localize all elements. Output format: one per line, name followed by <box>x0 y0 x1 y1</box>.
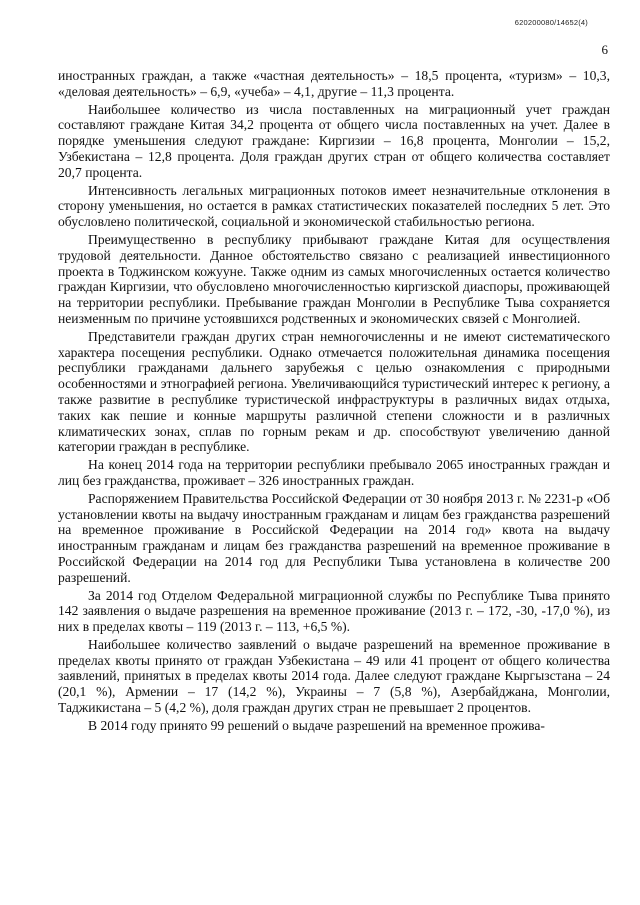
document-number: 620200080/14652(4) <box>514 18 588 27</box>
paragraph: Представители граждан других стран немногочисленны и не имеют систематического характера посещения республики. Однако отмечается положительная динамика посещения республики гражданами дальнего зарубежья с целью ознакомления с природными особенностями и этнографией региона. Увеличивающийся туристический интерес к региону, а также развитие в республике туристической инфраструктуры в различных видах отдыха, таких как пешие и конные маршруты различной степени сложности и в различных климатических зонах, сплав по горным рекам и др. способствуют увеличению данной категории граждан в республике. <box>58 328 610 455</box>
paragraph: Наибольшее количество из числа поставленных на миграционный учет граждан составляют граждане Китая 34,2 процента от общего числа поставленных на учет. Далее в порядке уменьшения следуют граждане: Киргизии – 16,8 процента, Монголии – 15,2, Узбекистана – 12,8 процента. Доля граждан других стран от общего количества составляет 20,7 процента. <box>58 101 610 180</box>
paragraph: Распоряжением Правительства Российской Федерации от 30 ноября 2013 г. № 2231-р «Об установлении квоты на выдачу иностранным гражданам и лицам без гражданства разрешений на временное проживание в Российской Федерации на 2014 год» квота на выдачу иностранным гражданам и лицам без гражданства разрешений на временное проживание в Российской Федерации на 2014 год для Республики Тыва установлена в количестве 200 разрешений. <box>58 490 610 585</box>
paragraph: Интенсивность легальных миграционных потоков имеет незначительные отклонения в сторону уменьшения, но остается в рамках статистических показателей последних 5 лет. Это обусловлено политической, социальной и экономической стабильностью региона. <box>58 182 610 230</box>
paragraph: иностранных граждан, а также «частная деятельность» – 18,5 процента, «туризм» – 10,3, «деловая деятельность» – 6,9, «учеба» – 4,1, другие – 11,3 процента. <box>58 68 610 99</box>
paragraph: За 2014 год Отделом Федеральной миграционной службы по Республике Тыва принято 142 заявления о выдаче разрешения на временное проживание (2013 г. – 172, -30, -17,0 %), из них в пределах квоты – 119 (2013 г. – 113, +6,5 %). <box>58 587 610 635</box>
page-number: 6 <box>601 42 608 57</box>
paragraph: В 2014 году принято 99 решений о выдаче разрешений на временное прожива- <box>88 717 545 733</box>
paragraph: Наибольшее количество заявлений о выдаче разрешений на временное проживание в пределах квоты принято от граждан Узбекистана – 49 или 41 процент от общего количества заявлений, принятых в пределах квоты 2014 года. Далее следуют граждане Кыргызстана – 24 (20,1 %), Армении – 17 (14,2 %), Украины – 7 (5,8 %), Азербайджана, Монголии, Таджикистана – 5 (4,2 %), доля граждан других стран не превышает 2 процентов. <box>58 636 610 716</box>
paragraph: Преимущественно в республику прибывают граждане Китая для осуществления трудовой деятельности. Данное обстоятельство связано с реализацией инвестиционного проекта в Тоджинском кожууне. Также одним из самых многочисленных остается количество граждан Киргизии, что обусловлено многочисленностью киргизской диаспоры, проживающей на территории республики. Пребывание граждан Монголии в Республике Тыва сохраняется неизменным по причине устоявшихся родственных и экономических связей с Монголией. <box>58 231 610 326</box>
paragraph: На конец 2014 года на территории республики пребывало 2065 иностранных граждан и лиц без гражданства, проживает – 326 иностранных граждан. <box>58 457 610 488</box>
document-body <box>58 68 610 736</box>
